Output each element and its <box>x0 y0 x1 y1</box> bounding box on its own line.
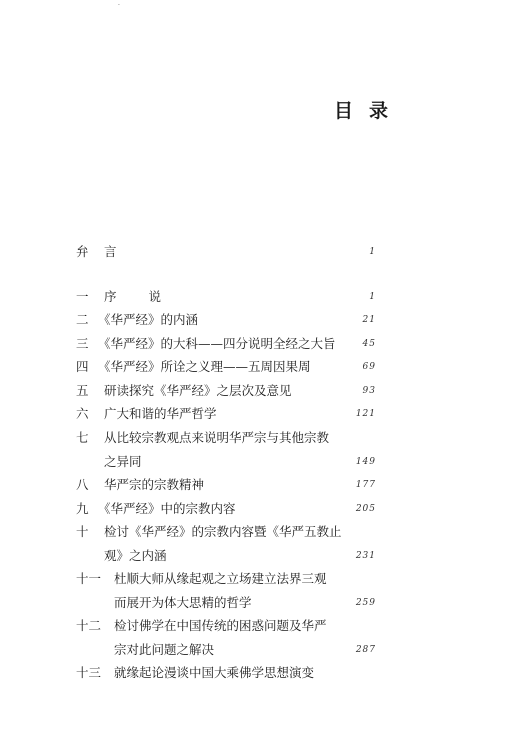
toc-entry-page: 287 <box>355 645 376 655</box>
toc-entry <box>0 241 521 263</box>
toc-entry-number: 六 <box>76 406 89 421</box>
toc-entry-title: 杜顺大师从缘起观之立场建立法界三观 <box>114 571 327 586</box>
toc-entry <box>0 333 521 355</box>
toc-entry-title: 检讨《华严经》的宗教内容暨《华严五教止 <box>104 524 342 539</box>
toc-entry <box>0 521 521 543</box>
toc-entry-title: 而展开为体大思精的哲学 <box>114 595 252 610</box>
toc-entry-page: 1 <box>369 247 376 257</box>
toc-entry-number: 七 <box>76 430 89 445</box>
toc-entry-page: 149 <box>355 457 376 467</box>
toc-entry <box>0 662 521 684</box>
toc-entry-continuation <box>0 545 521 567</box>
toc-entry-title: 华严宗的宗教精神 <box>104 477 205 492</box>
toc-entry-page: 93 <box>362 386 376 396</box>
toc-entry-title: 观》之内涵 <box>104 548 167 563</box>
toc-entry <box>0 309 521 331</box>
toc-entry <box>0 498 521 520</box>
toc-entry-page: 231 <box>355 551 376 561</box>
toc-entry <box>0 380 521 402</box>
toc-entry-title: 《华严经》的大科——四分说明全经之大旨 <box>98 336 336 351</box>
toc-entry-number: 八 <box>76 477 89 492</box>
toc-entry-title: 言 <box>104 244 117 259</box>
toc-entry-number: 二 <box>76 312 89 327</box>
toc-entry-title: 《华严经》所诠之义理——五周因果周 <box>98 359 311 374</box>
toc-entry-continuation <box>0 639 521 661</box>
toc-entry-title: 研读探究《华严经》之层次及意见 <box>104 383 292 398</box>
toc-entry-number: 弁 <box>76 244 89 259</box>
toc-entry-number: 五 <box>76 383 89 398</box>
toc-entry-title: 宗对此问题之解决 <box>114 642 215 657</box>
toc-entry <box>0 568 521 590</box>
toc-entry-page: 1 <box>369 292 376 302</box>
toc-entry-title: 检讨佛学在中国传统的困惑问题及华严 <box>114 618 327 633</box>
toc-entry-number: 三 <box>76 336 89 351</box>
toc-entry-page: 121 <box>355 409 376 419</box>
toc-entry-number: 十一 <box>76 571 102 586</box>
toc-entry-title: 《华严经》的内涵 <box>98 312 199 327</box>
toc-entry-continuation <box>0 451 521 473</box>
toc-entry-page: 45 <box>362 339 376 349</box>
toc-entry <box>0 356 521 378</box>
toc-entry-page: 21 <box>362 315 376 325</box>
toc-entry <box>0 403 521 425</box>
toc-entry-continuation <box>0 592 521 614</box>
toc-entry-page: 259 <box>355 598 376 608</box>
toc-entry-title: 广大和谐的华严哲学 <box>104 406 217 421</box>
toc-entry-page: 69 <box>362 362 376 372</box>
toc-entry-title: 序 说 <box>104 289 175 304</box>
top-mark: · <box>118 2 120 9</box>
toc-entry-number: 十 <box>76 524 89 539</box>
toc-entry-number: 一 <box>76 289 89 304</box>
toc-entry-page: 205 <box>355 504 376 514</box>
toc-entry-number: 十三 <box>76 665 102 680</box>
page-title: 目录 <box>334 100 405 122</box>
toc-entry <box>0 615 521 637</box>
toc-entry-title: 就缘起论漫谈中国大乘佛学思想演变 <box>114 665 315 680</box>
toc-entry-title: 从比较宗教观点来说明华严宗与其他宗教 <box>104 430 330 445</box>
toc-entry-number: 十二 <box>76 618 102 633</box>
toc-entry-number: 四 <box>76 359 89 374</box>
toc-entry-title: 《华严经》中的宗教内容 <box>98 501 236 516</box>
toc-entry <box>0 286 521 308</box>
toc-entry-number: 九 <box>76 501 89 516</box>
toc-entry-title: 之异同 <box>104 454 142 469</box>
toc-entry <box>0 474 521 496</box>
toc-entry <box>0 427 521 449</box>
toc-entry-page: 177 <box>355 480 376 490</box>
